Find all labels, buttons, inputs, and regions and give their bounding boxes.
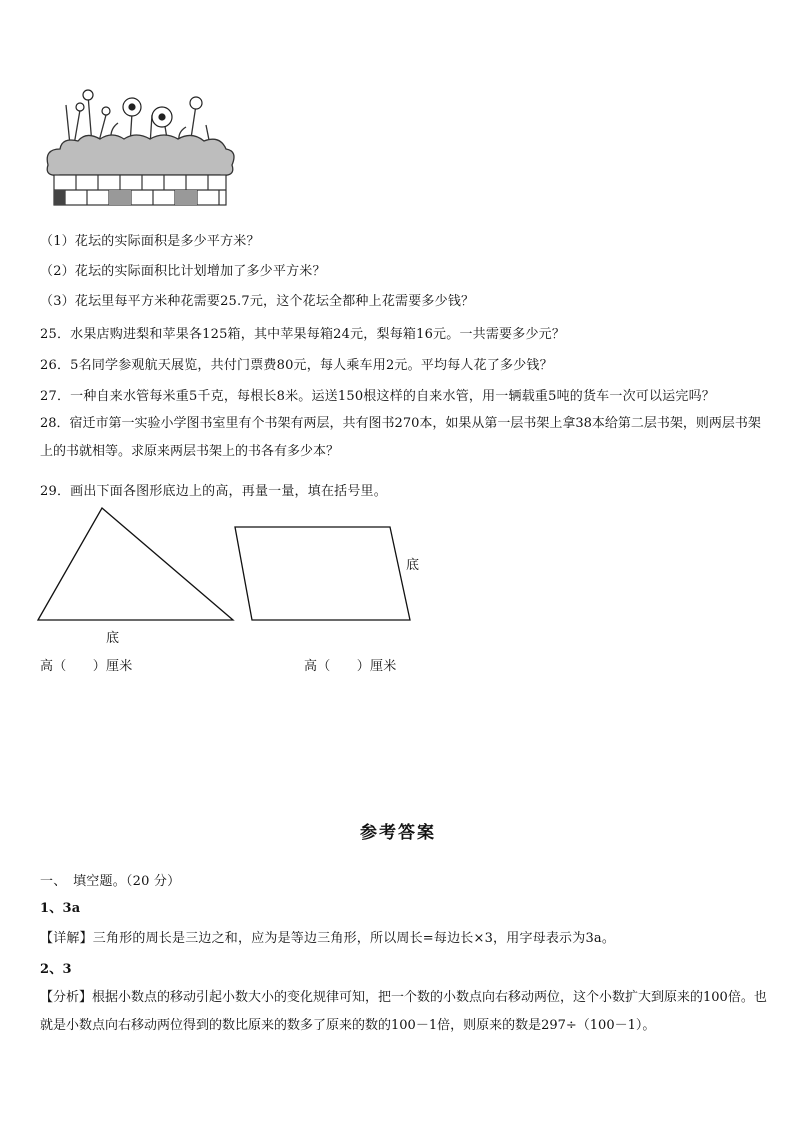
question-28: 28．宿迁市第一实验小学图书室里有个书架有两层，共有图书270本，如果从第一层书架上拿38本给第二层书架，则两层书架上的书就相等。求原来两层书架上的书各有多少本？ [40,416,761,459]
answer-section-heading: 一、 填空题。（20 分） [40,874,181,889]
answer-1-number: 1、3a [40,901,81,916]
answer-2-explanation: 【分析】根据小数点的移动引起小数大小的变化规律可知，把一个数的小数点向右移动两位，这个小数扩大到原来的100倍。也就是小数点向右移动两位得到的数比原来的数多了原来的数的100－1倍，则原来的数是297÷（100－1）。 [40,990,767,1033]
sub-question-2: （2）花坛的实际面积比计划增加了多少平方米？ [40,264,326,279]
height-answer-1: 高（ ）厘米 [40,659,133,674]
question-26: 26．5名同学参观航天展览，共付门票费80元，每人乘车用2元。平均每人花了多少钱？ [40,358,553,373]
sub-question-1: （1）花坛的实际面积是多少平方米？ [40,234,260,249]
question-29: 29．画出下面各图形底边上的高，再量一量，填在括号里。 [40,484,387,499]
parallelogram-base-label: 底 [406,558,420,573]
answer-2-number: 2、3 [40,962,72,977]
sub-question-3: （3）花坛里每平方米种花需要25.7元，这个花坛全都种上花需要多少钱？ [40,294,475,309]
triangle-base-label: 底 [106,631,120,646]
question-25: 25．水果店购进梨和苹果各125箱，其中苹果每箱24元，梨每箱16元。一共需要多少元？ [40,327,566,342]
answer-key-title: 参考答案 [360,823,436,843]
height-answer-2: 高（ ）厘米 [304,659,397,674]
triangle-figure [36,505,236,625]
answer-1-explanation: 【详解】三角形的周长是三边之和，应为是等边三角形，所以周长=每边长×3，用字母表示为3a。 [40,931,616,946]
parallelogram-figure [232,524,412,624]
question-27: 27．一种自来水管每米重5千克，每根长8米。运送150根这样的自来水管，用一辆载重5吨的货车一次可以运完吗？ [40,389,715,404]
flower-bed-illustration [40,85,240,215]
